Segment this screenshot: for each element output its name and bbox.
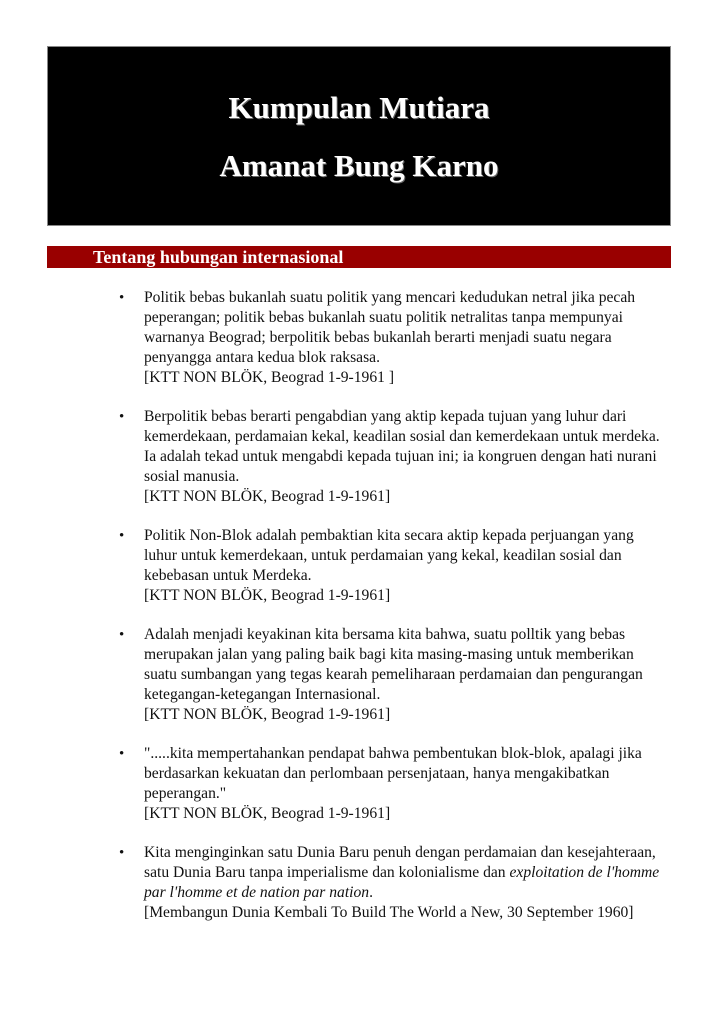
document-title-box: [47, 46, 671, 226]
title-line-1: Kumpulan Mutiara: [228, 89, 490, 125]
quote-text: Adalah menjadi keyakinan kita bersama kita bahwa, suatu polltik yang bebas merupakan jalan yang paling baik bagi kita masing-masing untuk memberikan suatu sumbangan yang tegas kearah pemeliharaan perdamaian dan pengurangan ketegangan-ketegangan Internasional.: [144, 626, 643, 703]
bullet-icon: •: [119, 746, 125, 762]
quote-item: [0, 843, 664, 923]
quote-text: Berpolitik bebas berarti pengabdian yang aktip kepada tujuan yang luhur dari kemerdekaan, perdamaian kekal, keadilan sosial dan kemerdekaan untuk merdeka. Ia adalah tekad untuk mengabdi kepada tujuan ini; ia kongruen dengan hati nurani sosial manusia.: [144, 408, 660, 485]
quote-source: [KTT NON BLÖK, Beograd 1-9-1961]: [144, 488, 391, 505]
bullet-icon: •: [119, 627, 125, 643]
bullet-icon: •: [119, 409, 125, 425]
bullet-icon: •: [119, 845, 125, 861]
quote-item: [0, 407, 664, 507]
quote-item: [0, 526, 664, 606]
title-line-2: Amanat Bung Karno: [219, 147, 499, 183]
quote-text-plain: Kita menginginkan satu Dunia Baru penuh dengan perdamaian dan kesejahteraan, satu Dunia Baru tanpa imperialisme dan kolonialisme dan: [144, 844, 656, 881]
quote-text-end: .: [369, 884, 374, 901]
quote-text: Politik Non-Blok adalah pembaktian kita secara aktip kepada perjuangan yang luhur untuk kemerdekaan, untuk perdamaian yang kekal, keadilan sosial dan kebebasan untuk Merdeka.: [144, 527, 634, 584]
quote-text: ".....kita mempertahankan pendapat bahwa pembentukan blok-blok, apalagi jika berdasarkan kekuatan dan perlombaan persenjataan, hanya mengakibatkan peperangan.": [144, 745, 642, 802]
quote-text-italic: exploitation de l'homme par l'homme et de nation par nation: [144, 864, 660, 901]
quote-source: [KTT NON BLÖK, Beograd 1-9-1961 ]: [144, 369, 395, 386]
quote-list: [0, 288, 724, 942]
bullet-icon: •: [119, 290, 125, 306]
quote-item: [0, 744, 664, 824]
quote-source: [KTT NON BLÖK, Beograd 1-9-1961]: [144, 587, 391, 604]
quote-item: [0, 288, 664, 388]
quote-text: Politik bebas bukanlah suatu politik yang mencari kedudukan netral jika pecah peperangan; politik bebas bukanlah suatu politik netralitas tanpa mempunyai warnanya Beograd; berpolitik bebas bukanlah berarti menjadi suatu negara penyangga antara kedua blok raksasa.: [144, 289, 636, 366]
section-banner: [47, 246, 671, 268]
quote-source: [Membangun Dunia Kembali To Build The World a New, 30 September 1960]: [144, 904, 634, 921]
bullet-icon: •: [119, 528, 125, 544]
quote-item: [0, 625, 664, 725]
quote-text: [144, 843, 664, 903]
quote-source: [KTT NON BLÖK, Beograd 1-9-1961]: [144, 805, 391, 822]
section-title: Tentang hubungan internasional: [93, 247, 344, 267]
quote-source: [KTT NON BLÖK, Beograd 1-9-1961]: [144, 706, 391, 723]
